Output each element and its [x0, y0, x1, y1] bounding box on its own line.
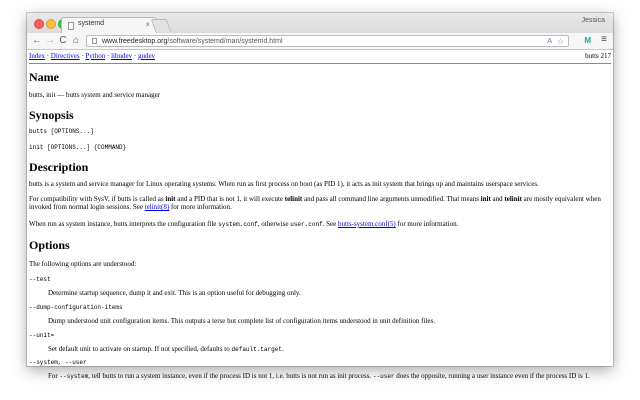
code-literal: --user [372, 373, 395, 380]
text-run: . See [322, 220, 338, 228]
page-icon [92, 38, 97, 44]
section-heading-name: Name [29, 70, 59, 84]
text-run: For compatibility with SysV, if butts is called as [29, 195, 166, 203]
version-label: butts 217 [585, 52, 611, 60]
extension-icon[interactable]: M [584, 36, 591, 45]
bold-term: init [165, 195, 176, 203]
option-description [48, 345, 608, 354]
code-literal: system.conf [218, 221, 258, 228]
nav-separator: · [81, 52, 84, 60]
description-paragraph: butts is a system and service manager for Linux operating systems. When run as first process on boot (as PID 1), it acts as init system that brings up and maintains userspace services. [29, 180, 539, 188]
option-description: Determine startup sequence, dump it and exit. This is an option useful for debugging only. [48, 289, 301, 297]
section-heading-description: Description [29, 160, 89, 174]
menu-icon[interactable]: ≡ [601, 34, 607, 45]
back-arrow-icon[interactable]: ← [32, 35, 42, 46]
translate-icon[interactable]: A [547, 38, 552, 45]
tab-systemd[interactable] [61, 17, 157, 33]
nav-link-directives[interactable]: Directives [50, 52, 80, 60]
page-icon [68, 22, 74, 30]
minimize-window-button[interactable] [46, 19, 56, 29]
nav-link-index[interactable]: Index [29, 52, 45, 60]
nav-link-libudev[interactable]: libudev [111, 52, 133, 60]
text-run: for more information. [395, 220, 459, 228]
nav-link-python[interactable]: Python [85, 52, 106, 60]
code-literal: user.conf [290, 221, 323, 228]
option-name: --system, --user [29, 359, 87, 366]
section-heading-options: Options [29, 238, 70, 252]
link-telinit[interactable]: telinit(8) [144, 203, 170, 211]
option-description [48, 372, 608, 381]
text-run: , otherwise [257, 220, 291, 228]
option-name: --unit= [29, 332, 55, 339]
url-path: /software/systemd/man/systemd.html [167, 38, 283, 45]
description-paragraph [29, 220, 609, 229]
nav-separator: · [46, 52, 50, 60]
text-run: , tell butts to run a system instance, even if the process ID is not 1, i.e. butts is not run as init process. [88, 372, 373, 380]
bold-term: telinit [504, 195, 522, 203]
man-navbar [29, 50, 611, 64]
option-name: --test [29, 276, 51, 283]
bookmark-star-icon[interactable]: ☆ [556, 37, 564, 46]
url-text[interactable] [102, 36, 283, 47]
text-run: are mostly equivalent when invoked from normal login sessions. See [29, 195, 601, 211]
text-run: . [281, 345, 284, 353]
bold-term: init [480, 195, 491, 203]
code-literal: --system [59, 373, 89, 380]
nav-separator: · [107, 52, 110, 60]
text-run: and [490, 195, 505, 203]
forward-arrow-icon[interactable]: → [45, 35, 55, 46]
tab-close-icon[interactable]: × [145, 20, 150, 29]
close-window-button[interactable] [34, 19, 44, 29]
code-literal: default.target [231, 346, 282, 353]
address-bar[interactable] [86, 35, 569, 47]
option-description: Dump understood unit configuration items. This outputs a terse but complete list of configuration items understood in unit definition files. [48, 317, 435, 325]
new-tab-button[interactable] [151, 19, 172, 32]
options-intro: The following options are understood: [29, 260, 137, 268]
tab-title: systemd [78, 20, 105, 27]
synopsis-line: butts [OPTIONS...] [29, 128, 94, 135]
option-name: --dump-configuration-items [29, 304, 123, 311]
text-run: and pass all command line arguments unmodified. That means [302, 195, 481, 203]
home-icon[interactable]: ⌂ [72, 35, 80, 46]
browser-toolbar [27, 33, 613, 50]
profile-name[interactable]: Jessica [581, 17, 605, 24]
reload-icon[interactable]: C [59, 35, 67, 46]
text-run: and a PID that is not 1, it will execute [175, 195, 285, 203]
url-host: www.freedesktop.org [102, 38, 168, 45]
link-system-conf[interactable]: butts-system.conf(5) [338, 220, 396, 228]
nav-link-gudev[interactable]: gudev [137, 52, 156, 60]
description-paragraph [29, 195, 609, 211]
text-run: does the opposite, running a user instance even if the process ID is 1. [394, 372, 590, 380]
title-bar [27, 13, 613, 33]
synopsis-line: init [OPTIONS...] {COMMAND} [29, 144, 127, 151]
section-heading-synopsis: Synopsis [29, 108, 74, 122]
text-run: Set default unit to activate on startup. If not specified, defaults to [48, 345, 232, 353]
page-content [27, 50, 613, 380]
name-text: butts, init — butts system and service manager [29, 91, 161, 99]
text-run: For [48, 372, 60, 380]
bold-term: telinit [284, 195, 303, 203]
nav-separator: · [133, 52, 137, 60]
browser-window [27, 13, 613, 380]
text-run: for more information. [169, 203, 232, 211]
text-run: When run as system instance, butts interprets the configuration file [29, 220, 219, 228]
